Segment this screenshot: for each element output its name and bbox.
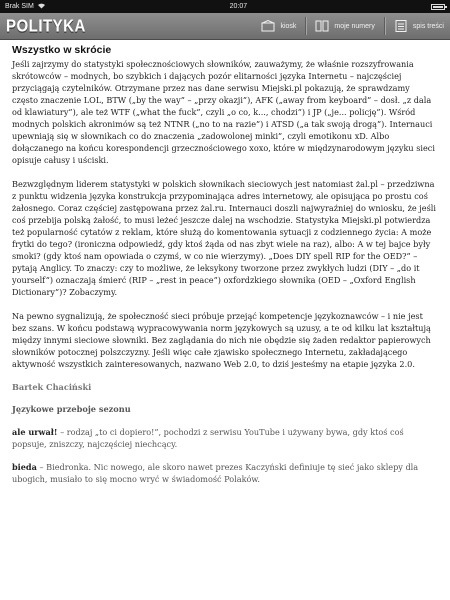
clock: 20:07: [229, 3, 248, 10]
glossary-term: bieda: [12, 462, 37, 472]
glossary-term: ale urwał!: [12, 427, 58, 437]
polityka-logo: POLITYKA: [6, 16, 86, 36]
table-of-contents-icon: [394, 20, 408, 32]
glossary-definition: – rodzaj „to ci dopiero!”, pochodzi z serwisu YouTube i używany bywa, gdy ktoś coś popsuje, zniszczy, najczęściej niechcący.: [12, 427, 404, 449]
kiosk-label: kiosk: [280, 22, 297, 30]
table-of-contents-label: spis treści: [412, 22, 444, 30]
toolbar-divider: [384, 17, 385, 35]
glossary-entry: [12, 461, 438, 485]
article-paragraph: Bezwzględnym liderem statystyki w polskich słownikach sieciowych jest natomiast żal.pl – przedziwna z punktu widzenia języka konstrukcja przypominająca adres internetowy, ale opisująca po prostu coś żałosnego. Coraz częściej zastępowana przez żal.ru. Internauci doszli najwyraźniej do wniosku, że jeśli coś przebija polską żałość, to musi leżeć jeszcze dalej na wschodzie. Statystyka Miejski.pl potwierdza też popularność cytatów z reklam, które służą do komentowania sytuacji z codziennego życia: A może frytki do tego? (ironiczna odpowiedź, gdy ktoś żąda od nas zbyt wiele na raz), albo: A w tej bajce były smoki? (gdy ktoś nam opowiada o czymś, w co nie wierzymy). „Does DIY spell RIP for the OED?” – pytają Anglicy. To znaczy: czy to możliwe, że leksykony tworzone przez zwykłych ludzi (DIY – „do it yourself”) oznaczają śmierć (RIP – „rest in peace”) oxfordzkiego słownika (OED – „Oxford English Dictionary”)? Zobaczymy.: [12, 179, 436, 297]
app-toolbar: [0, 13, 450, 40]
my-issues-icon: [315, 20, 329, 32]
article-content: [0, 40, 450, 485]
kiosk-icon: [261, 20, 275, 32]
table-of-contents-button[interactable]: [394, 20, 444, 32]
status-left: [5, 2, 46, 11]
glossary-definition: – Biedronka. Nic nowego, ale skoro nawet prezes Kaczyński definiuje tę sieć jako sklepy dla ubogich, musiało to się mocno wryć w świadomość Polaków.: [12, 462, 419, 484]
article-paragraph: Jeśli zajrzymy do statystyki społecznościowych słowników, zauważymy, że właśnie rozszyfrowania skrótowców – modnych, bo szybkich i dających pozór elitarności języka Internetu – najczęściej przyciągają czytelników. Otrzymane przez nas dane serwisu Miejski.pl pokazują, że sprawdzamy często znaczenie LOL, BTW („by the way” – „przy okazji”), AFK („away from keyboard” – dosł. „z dala od klawiatury”), ale też WTF („what the fuck”, czyli „o co, k..., chodzi”) i JP („je... policję”). Wśród modnych polskich akronimów są też NTNR („no to na razie”) i ATSD („a tak swoją drogą”). Internauci upewniają się w słownikach co do znaczenia „zadowolonej minki”, czyli emotikonu xD. Albo dołączanego na końcu korespondencji grzecznościowego xoxo, które w międzynarodowym języku sieci opisuje całusy i uściski.: [12, 59, 435, 165]
battery-icon: [431, 4, 445, 10]
article-title: Wszystko w skrócie: [12, 44, 112, 56]
toolbar-divider: [305, 17, 306, 35]
carrier-label: Brak SIM: [5, 3, 34, 10]
article-paragraph: Na pewno sygnalizują, że społeczność sieci próbuje przejąć kompetencje językoznawców – i nie jest bez szans. W końcu podstawą wypracowywania norm językowych są uzusy, a te od kilku lat kształtują między innymi sieciowe słowniki. Bez zaglądania do nich nie obędzie się żaden redaktor papierowych słowników potocznej polszczyzny. Jeśli więc całe zjawisko społecznego Internetu, zakładającego aktywność wszystkich zainteresowanych, nazwano Web 2.0, to dziś jesteśmy na etapie języka 2.0.: [12, 311, 431, 369]
glossary-entry: [12, 426, 438, 450]
wifi-icon: [37, 2, 46, 11]
my-issues-button[interactable]: [315, 20, 374, 32]
kiosk-button[interactable]: [261, 20, 296, 32]
sidebar-heading: Językowe przeboje sezonu: [12, 404, 131, 414]
status-right: [431, 4, 445, 10]
my-issues-label: moje numery: [334, 22, 375, 30]
article-author: Bartek Chaciński: [12, 382, 92, 392]
status-bar: [0, 0, 450, 13]
